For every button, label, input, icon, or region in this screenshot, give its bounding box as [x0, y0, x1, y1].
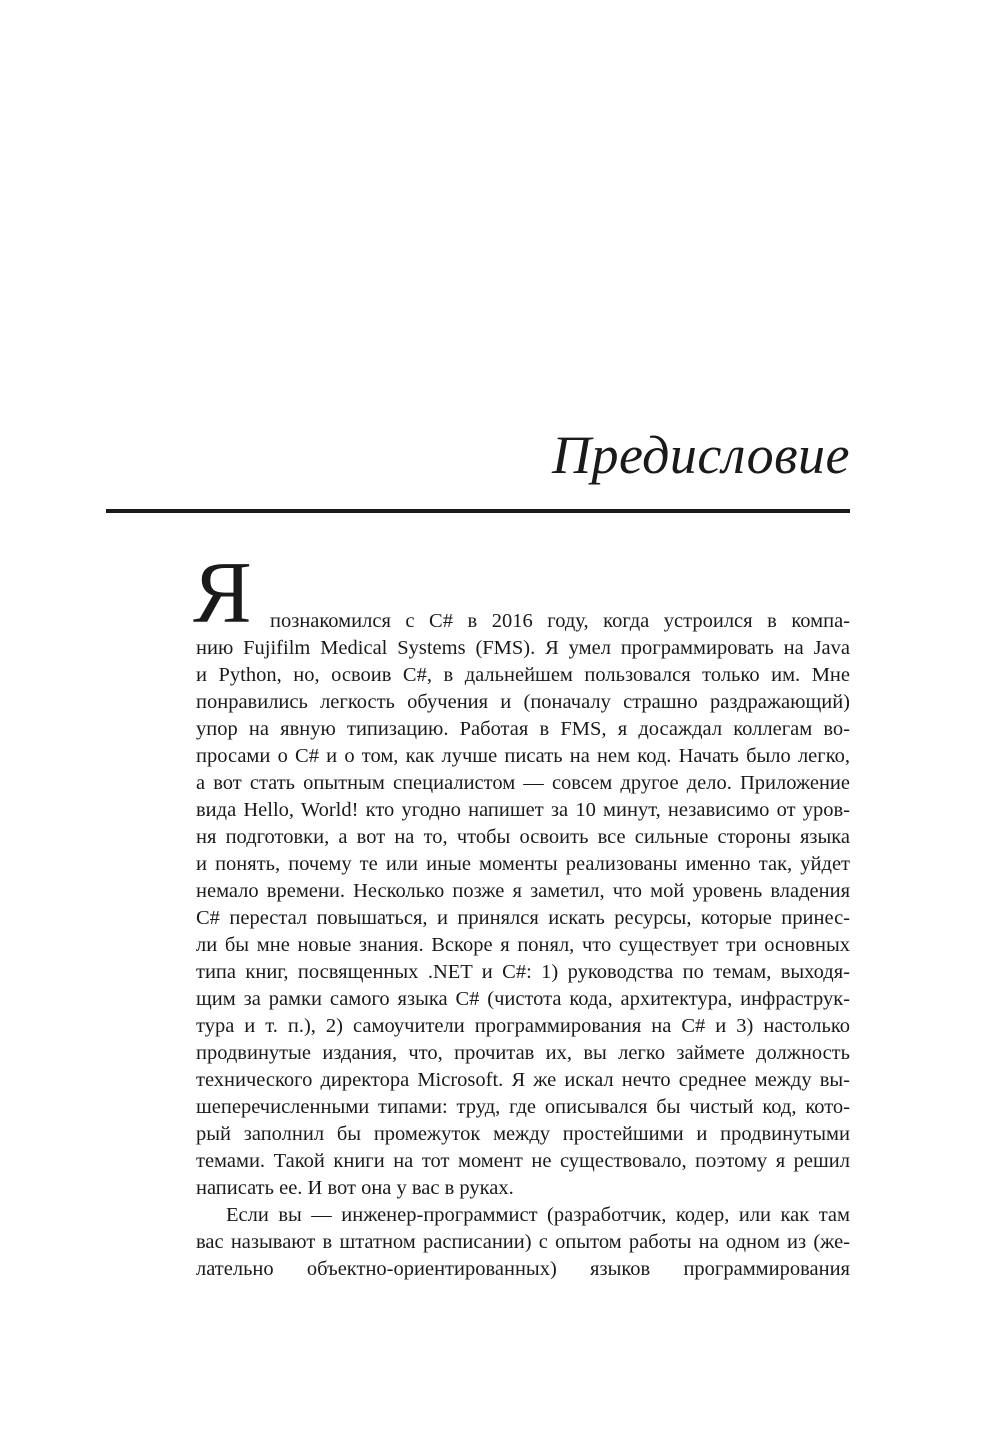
- text-line: нию Fujifilm Medical Systems (FMS). Я умел программировать на Java: [196, 637, 850, 659]
- text-line: типа книг, посвященных .NET и С#: 1) руководства по темам, выходя-: [196, 961, 850, 983]
- text-line: вас называют в штатном расписании) с опытом работы на одном из (же-: [196, 1231, 850, 1253]
- text-line: рый заполнил бы промежуток между простейшими и продвинутыми: [196, 1123, 850, 1145]
- text-line: Если вы — инженер-программист (разработчик, кодер, или как там: [226, 1204, 850, 1226]
- text-line: а вот стать опытным специалистом — совсем другое дело. Приложение: [196, 772, 850, 794]
- text-line: щим за рамки самого языка С# (чистота кода, архитектура, инфраструк-: [196, 988, 850, 1010]
- text-line: продвинутые издания, что, прочитав их, вы легко займете должность: [196, 1042, 850, 1064]
- text-line: упор на явную типизацию. Работая в FMS, я досаждал коллегам во-: [196, 718, 850, 740]
- paragraph-2: [196, 1202, 850, 1283]
- text-line: технического директора Microsoft. Я же искал нечто среднее между вы-: [196, 1069, 850, 1091]
- paragraph-1: [193, 545, 850, 1202]
- text-line: тура и т. п.), 2) самоучители программирования на С# и 3) настолько: [196, 1015, 850, 1037]
- title-rule: [106, 509, 850, 513]
- text-line: написать ее. И вот она у вас в руках.: [196, 1177, 514, 1199]
- text-line: С# перестал повышаться, и принялся искать ресурсы, которые принес-: [196, 907, 850, 929]
- text-line: понравились легкость обучения и (поначалу страшно раздражающий): [196, 691, 850, 713]
- text-line: немало времени. Несколько позже я заметил, что мой уровень владения: [196, 880, 850, 902]
- text-line: ли бы мне новые знания. Вскоре я понял, что существует три основных: [196, 934, 850, 956]
- body-text: [193, 545, 850, 1280]
- text-line: познакомился с С# в 2016 году, когда устроился в компа-: [270, 610, 850, 632]
- text-line: вида Hello, World! кто угодно напишет за 10 минут, независимо от уров-: [196, 799, 850, 821]
- drop-cap: Я: [193, 545, 252, 642]
- text-line: и понять, почему те или иные моменты реализованы именно так, уйдет: [196, 853, 850, 875]
- text-line: и Python, но, освоив С#, в дальнейшем пользовался только им. Мне: [196, 664, 850, 686]
- text-line: лательно объектно-ориентированных) языков программирования: [196, 1258, 850, 1280]
- text-line: ня подготовки, а вот на то, чтобы освоить все сильные стороны языка: [196, 826, 850, 848]
- text-line: шеперечисленными типами: труд, где описывался бы чистый код, кото-: [196, 1096, 850, 1118]
- text-line: темами. Такой книги на тот момент не существовало, поэтому я решил: [196, 1150, 850, 1172]
- text-line: просами о С# и о том, как лучше писать на нем код. Начать было легко,: [196, 745, 850, 767]
- chapter-title: Предисловие: [551, 425, 850, 485]
